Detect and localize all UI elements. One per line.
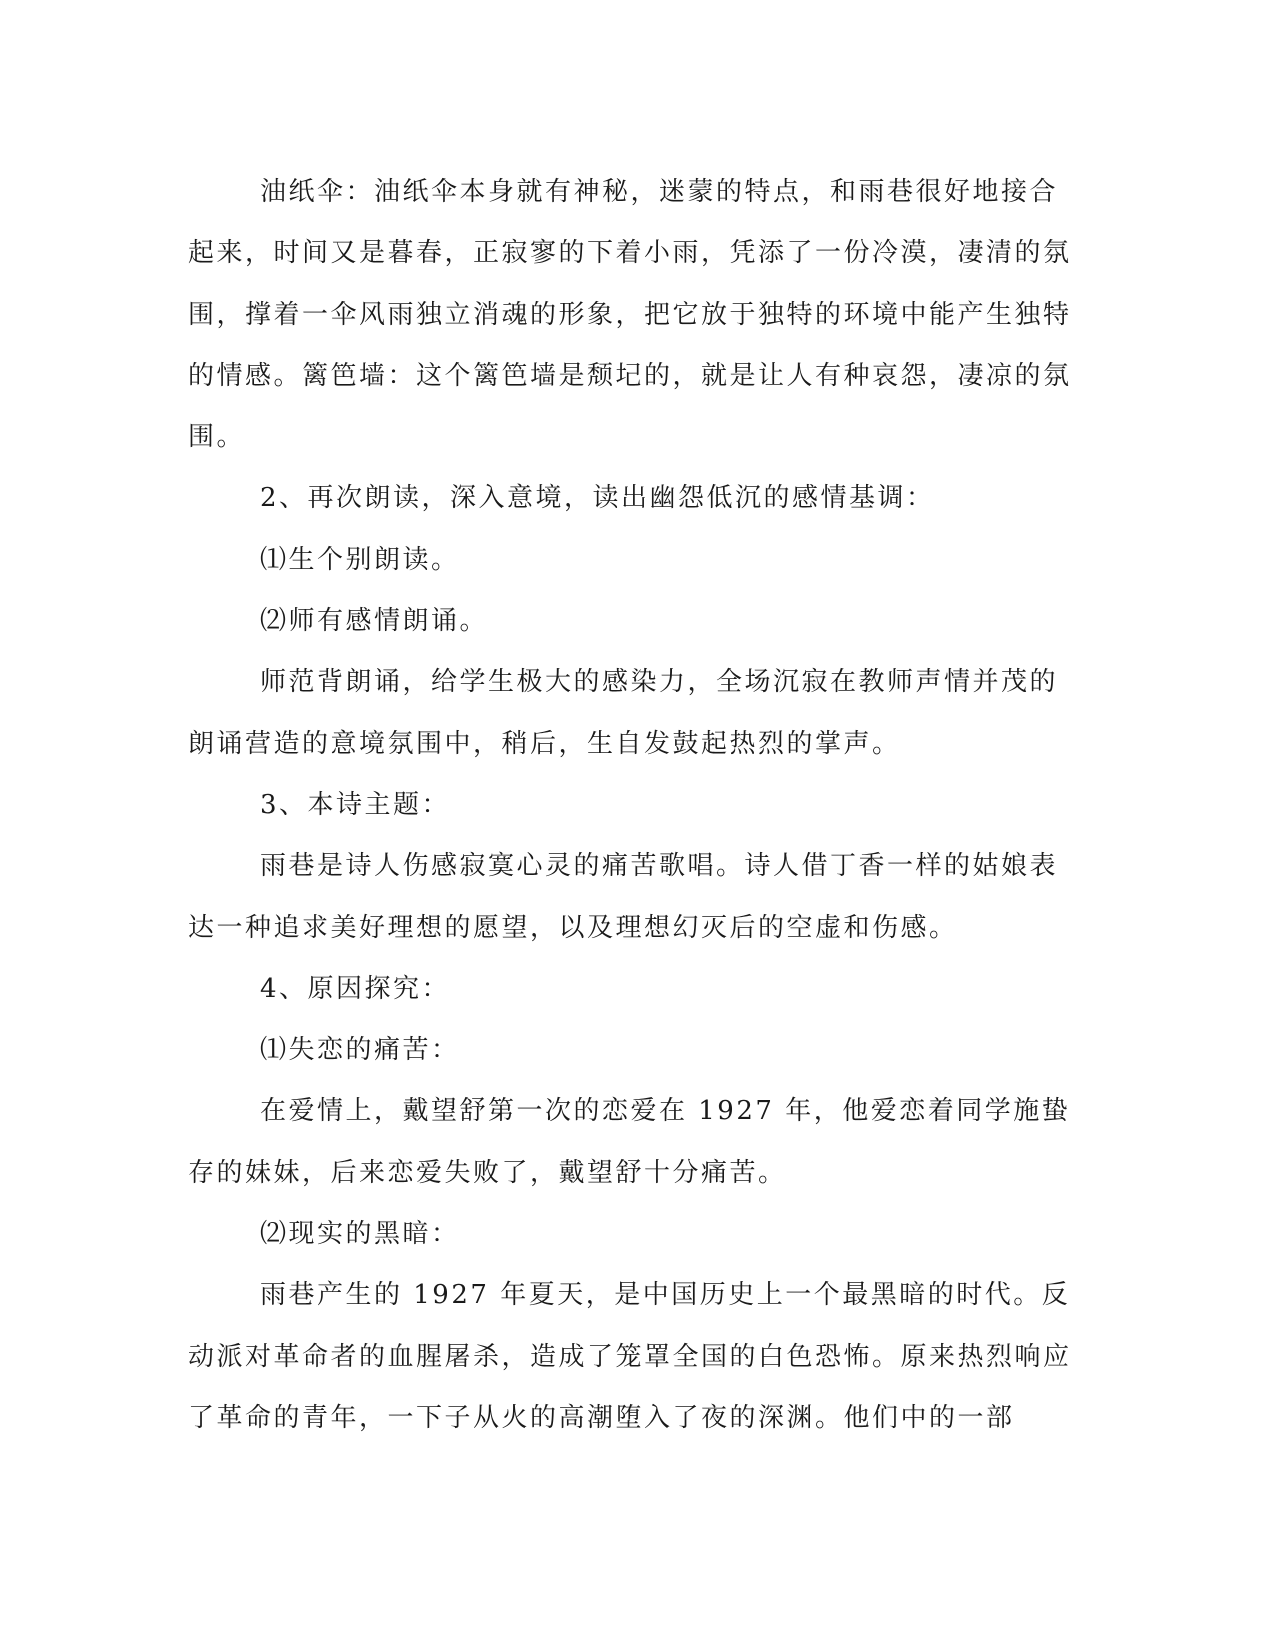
paragraph-cause-heading: 4、原因探究： (260, 973, 451, 1004)
paragraph-darkness: 雨巷产生的 1927 年夏天，是中国历史上一个最黑暗的时代。反动派对革命者的血腥屠杀，造成了笼罩全国的白色恐怖。原来热烈响应了革命的青年，一下子从火的高潮堕入了夜的深渊。他们中的一部 (188, 1280, 1072, 1433)
paragraph-student-reading: ⑴生个别朗读。 (260, 544, 460, 575)
paragraph-theme: 雨巷是诗人伤感寂寞心灵的痛苦歌唱。诗人借丁香一样的姑娘表达一种追求美好理想的愿望，以及理想幻灭后的空虚和伤感。 (188, 851, 1059, 943)
paragraph-reread-heading: 2、再次朗读，深入意境，读出幽怨低沉的感情基调： (260, 483, 935, 514)
paragraph-darkness-heading: ⑵现实的黑暗： (260, 1219, 460, 1250)
paragraph-heartbreak-heading: ⑴失恋的痛苦： (260, 1035, 460, 1066)
paragraph-theme-heading: 3、本诗主题： (260, 789, 451, 820)
paragraph-oil-paper-umbrella: 油纸伞：油纸伞本身就有神秘，迷蒙的特点，和雨巷很好地接合起来，时间又是暮春，正寂寥的下着小雨，凭添了一份冷漠，凄清的氛围，撑着一伞风雨独立消魂的形象，把它放于独特的环境中能产生独特的情感。篱笆墙：这个篱笆墙是颓圮的，就是让人有种哀怨，凄凉的氛围。 (188, 177, 1072, 453)
paragraph-heartbreak: 在爱情上，戴望舒第一次的恋爱在 1927 年，他爱恋着同学施蛰存的妹妹，后来恋爱失败了，戴望舒十分痛苦。 (188, 1096, 1071, 1188)
paragraph-teacher-reading: ⑵师有感情朗诵。 (260, 606, 489, 637)
document-body (188, 162, 1078, 1449)
paragraph-teacher-recital: 师范背朗诵，给学生极大的感染力，全场沉寂在教师声情并茂的朗诵营造的意境氛围中，稍后，生自发鼓起热烈的掌声。 (188, 667, 1059, 759)
